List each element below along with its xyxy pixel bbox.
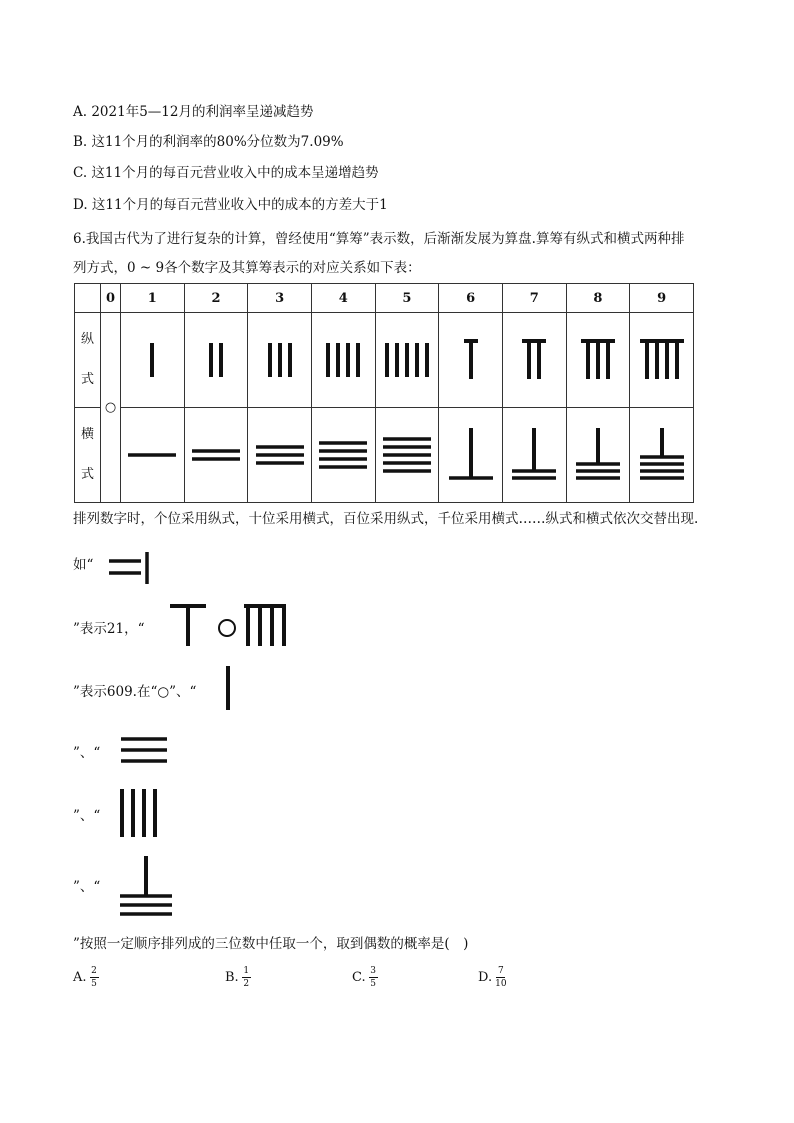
separator-2: ”、“ [73, 808, 101, 824]
rod-vertical-3 [252, 327, 308, 393]
option-b-prev: B. 这11个月的利润率的80%分位数为7.09% [73, 134, 344, 150]
header-digit: 2 [184, 284, 248, 313]
answer-option-d[interactable]: D. $\frac{7}{10}$ [478, 966, 507, 989]
separator-3: ”、“ [73, 879, 101, 895]
rod-horizontal-2 [188, 422, 244, 488]
option-d-prev: D. 这11个月的每百元营业收入中的成本的方差大于1 [73, 197, 388, 213]
rod-one-glyph [220, 664, 236, 712]
rod-cell [184, 313, 248, 408]
example-21-suffix: ”表示21，“ [73, 621, 145, 637]
separator-1: ”、“ [73, 745, 101, 761]
zero-cell [101, 313, 121, 503]
answer-option-a[interactable]: A. $\frac{2}{5}$ [73, 966, 97, 989]
rod-cell [502, 408, 566, 503]
fraction: $\frac{3}{5}$ [370, 966, 376, 989]
rod-vertical-7 [506, 327, 562, 393]
rod-horizontal-7 [506, 422, 562, 488]
fraction: $\frac{7}{10}$ [495, 966, 507, 989]
rod-cell [439, 408, 503, 503]
rod-horizontal-6 [443, 422, 499, 488]
rod-cell [311, 313, 375, 408]
table-header-row [75, 284, 694, 313]
rod-vertical-6 [443, 327, 499, 393]
rod-eight-horizontal-glyph [116, 854, 176, 918]
rod-vertical-1 [124, 327, 180, 393]
header-digit: 1 [121, 284, 185, 313]
horizontal-row [75, 408, 694, 503]
rod-horizontal-8 [570, 422, 626, 488]
header-digit: 9 [630, 284, 694, 313]
counting-rod-table [74, 283, 694, 503]
rod-cell [566, 408, 630, 503]
final-question-text: ”按照一定顺序排列成的三位数中任取一个，取到偶数的概率是( ) [73, 936, 469, 952]
rod-cell [121, 408, 185, 503]
rod-three-horizontal-glyph [117, 733, 171, 769]
rod-cell [502, 313, 566, 408]
fraction: $\frac{2}{5}$ [91, 966, 97, 989]
answer-option-c[interactable]: C. $\frac{3}{5}$ [352, 966, 376, 989]
rod-cell [248, 313, 312, 408]
header-digit: 4 [311, 284, 375, 313]
rod-cell [439, 313, 503, 408]
rod-cell [630, 408, 694, 503]
rod-vertical-9 [634, 327, 690, 393]
rod-cell [375, 313, 439, 408]
rod-cell [375, 408, 439, 503]
question-line-1: 6.我国古代为了进行复杂的计算，曾经使用“算筹”表示数，后渐渐发展为算盘.算筹有纵式和横式两种排 [73, 231, 685, 247]
rod-horizontal-1 [124, 422, 180, 488]
rod-vertical-5 [379, 327, 435, 393]
rod-horizontal-4 [315, 422, 371, 488]
vertical-row [75, 313, 694, 408]
option-a-prev: A. 2021年5—12月的利润率呈递减趋势 [73, 104, 314, 120]
example-609-glyph [166, 600, 290, 650]
zero-circle-symbol: ○ [104, 400, 117, 415]
rule-text: 排列数字时，个位采用纵式，十位采用横式，百位采用纵式，千位采用横式……纵式和横式依次交替出现. [73, 511, 699, 527]
header-digit: 7 [502, 284, 566, 313]
fraction: $\frac{1}{2}$ [243, 966, 250, 989]
example-prefix: 如“ [73, 557, 94, 573]
rod-cell [248, 408, 312, 503]
answer-option-b[interactable]: B. $\frac{1}{2}$ [225, 966, 250, 989]
rod-vertical-8 [570, 327, 626, 393]
row-label-vertical: 纵 式 [75, 313, 101, 408]
rod-four-vertical-glyph [116, 787, 162, 839]
header-digit: 0 [101, 284, 121, 313]
example-609-suffix: ”表示609.在“○”、“ [73, 684, 197, 700]
rod-cell [566, 313, 630, 408]
rod-cell [630, 313, 694, 408]
question-line-2: 列方式，0 ~ 9各个数字及其算筹表示的对应关系如下表： [73, 260, 421, 276]
example-21-glyph [103, 550, 153, 586]
rod-horizontal-5 [379, 422, 435, 488]
rod-horizontal-9 [634, 422, 690, 488]
header-digit: 6 [439, 284, 503, 313]
rod-cell [121, 313, 185, 408]
rod-vertical-2 [188, 327, 244, 393]
row-label-horizontal: 横 式 [75, 408, 101, 503]
option-c-prev: C. 这11个月的每百元营业收入中的成本呈递增趋势 [73, 165, 379, 181]
rod-vertical-4 [315, 327, 371, 393]
rod-cell [184, 408, 248, 503]
rod-horizontal-3 [252, 422, 308, 488]
rod-cell [311, 408, 375, 503]
header-digit: 8 [566, 284, 630, 313]
header-empty [75, 284, 101, 313]
header-digit: 3 [248, 284, 312, 313]
header-digit: 5 [375, 284, 439, 313]
